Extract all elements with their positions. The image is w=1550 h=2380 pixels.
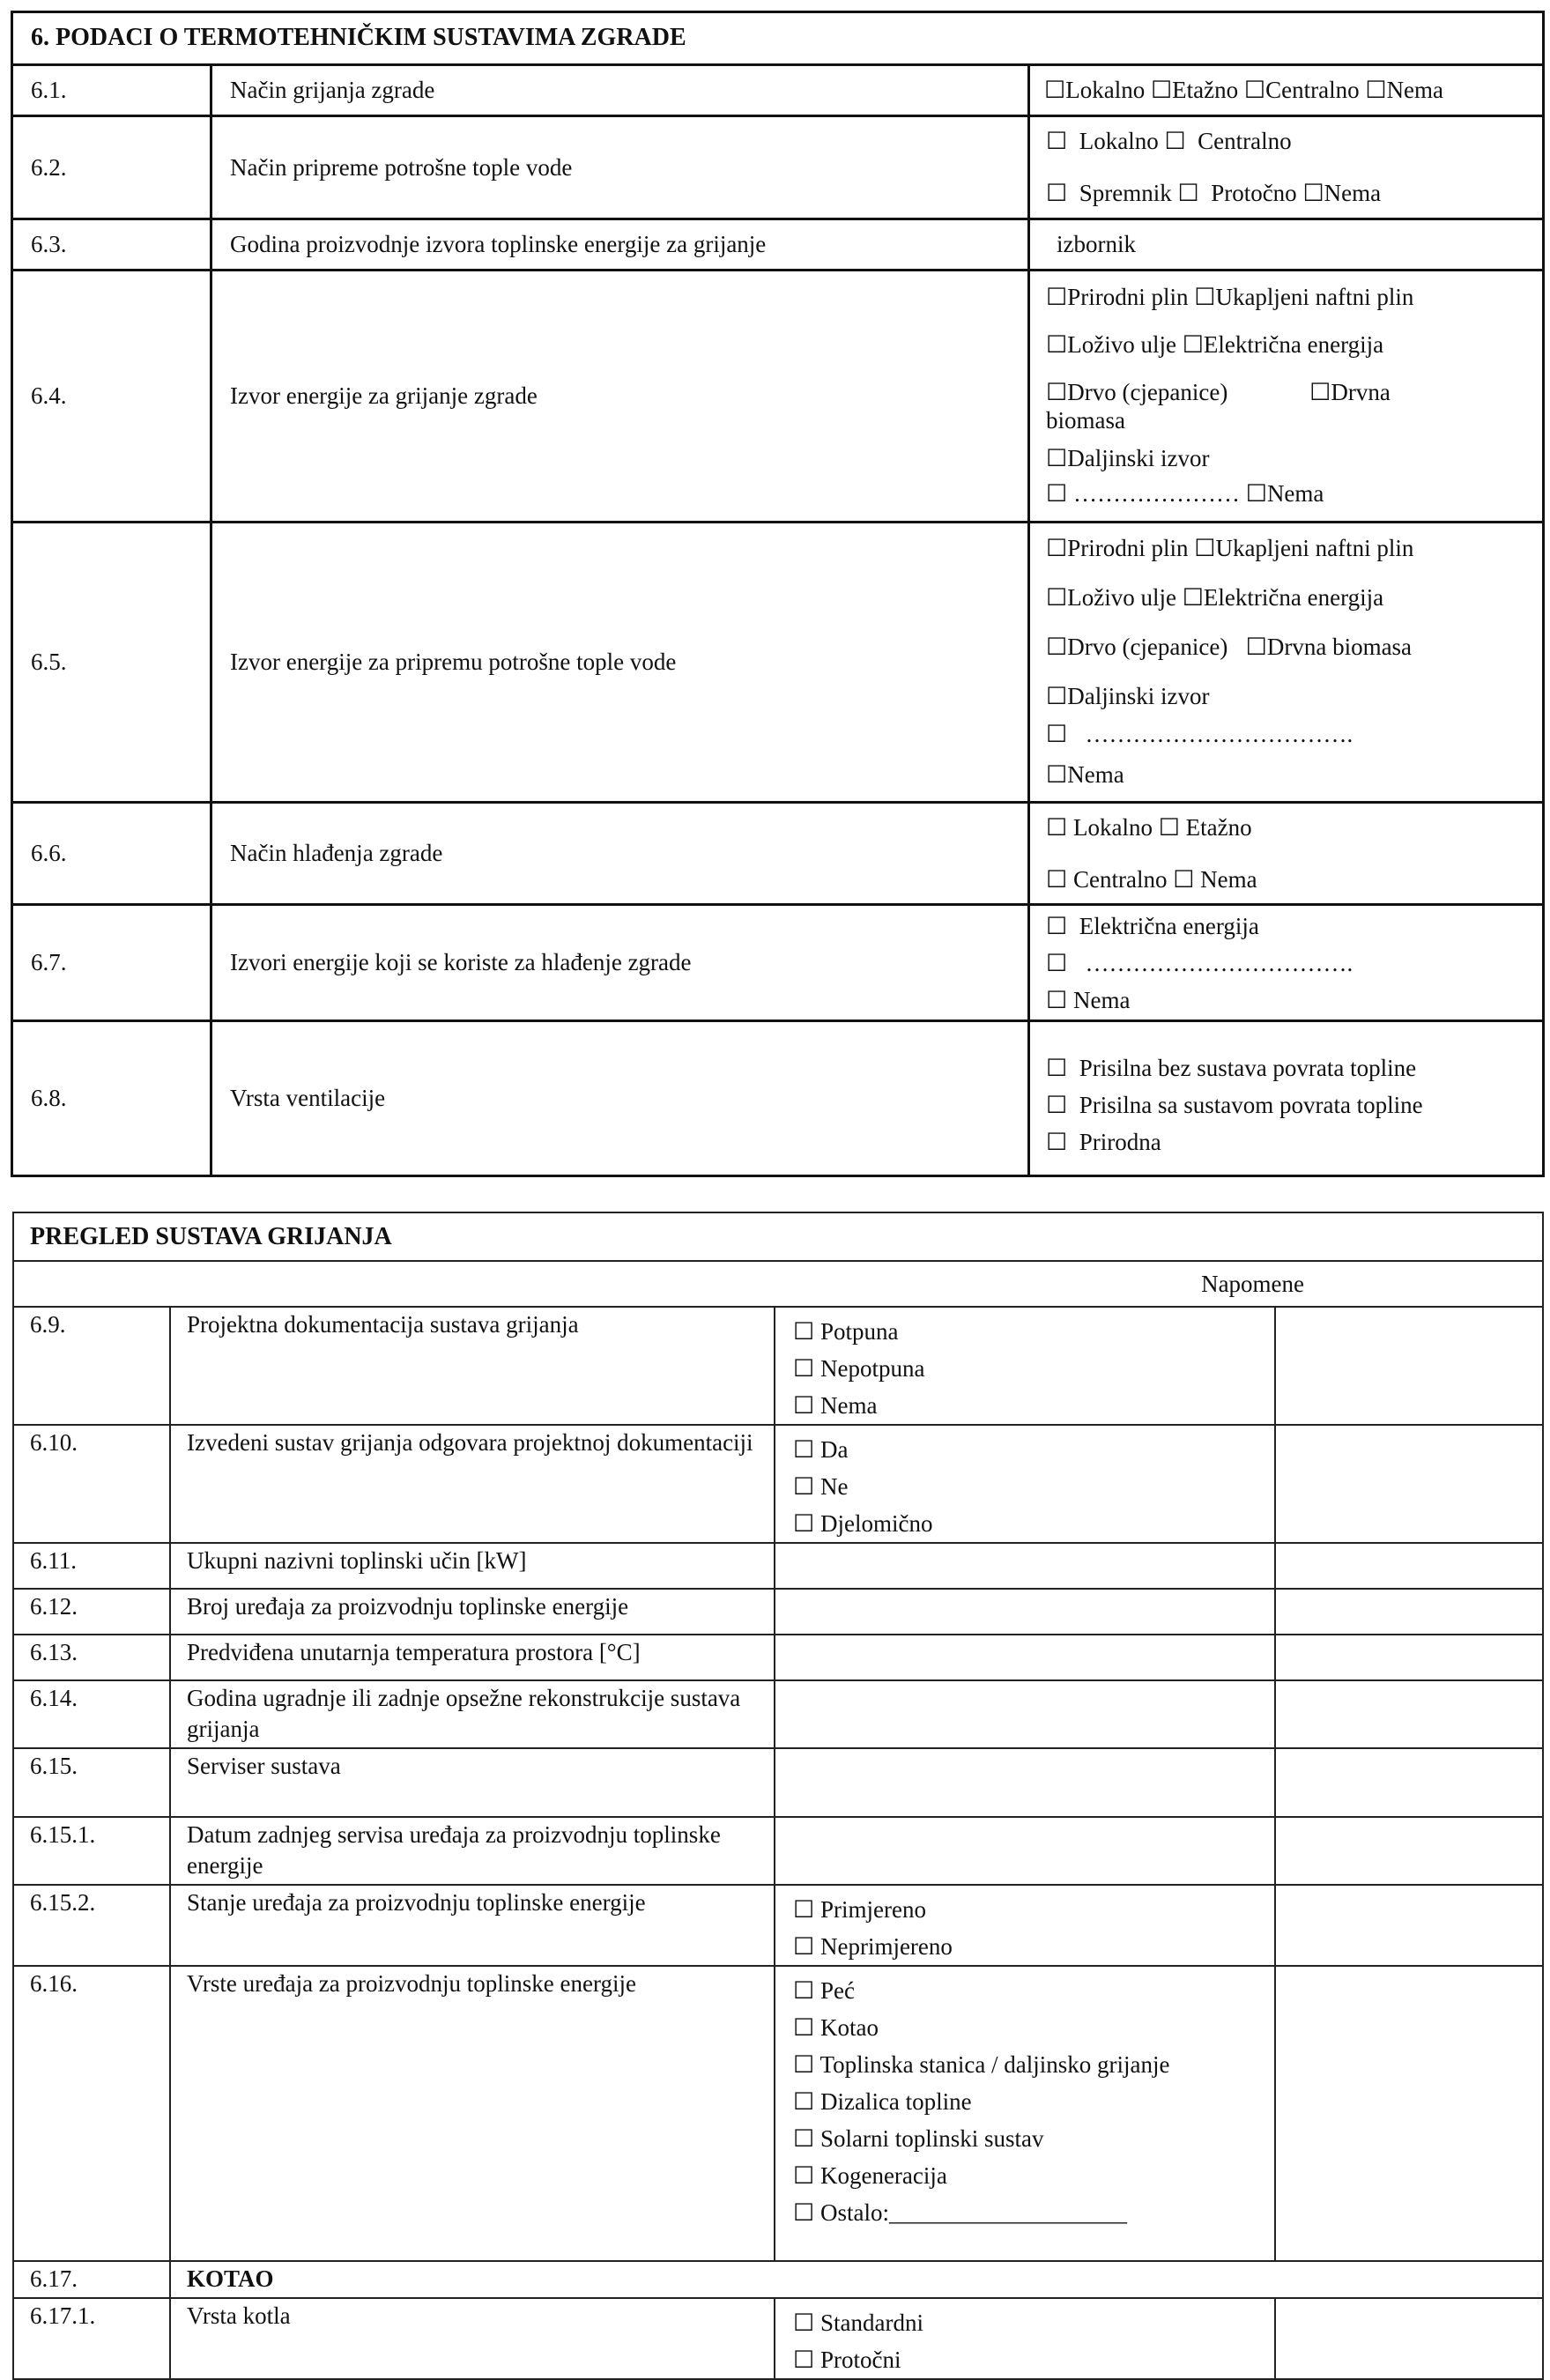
checkbox-prirodni-plin[interactable] <box>1046 284 1067 310</box>
table-row <box>13 1966 1543 2261</box>
checkbox-lokalno[interactable] <box>1046 814 1067 841</box>
checkbox-lokalno[interactable] <box>1046 128 1067 154</box>
section-title: PREGLED SUSTAVA GRIJANJA <box>13 1212 1543 1261</box>
notes-cell[interactable] <box>1275 1885 1543 1966</box>
row-number: 6.2. <box>12 116 211 219</box>
row-number: 6.15.1. <box>13 1817 170 1885</box>
row-number: 6.13. <box>13 1635 170 1680</box>
row-number: 6.6. <box>12 803 211 905</box>
table-row <box>13 1307 1543 1425</box>
table-row <box>13 1589 1543 1635</box>
checkbox-ne[interactable] <box>793 1473 814 1500</box>
checkbox-elektricna-energija[interactable] <box>1046 913 1067 939</box>
table-row <box>12 905 1544 1021</box>
checkbox-ostalo[interactable] <box>1046 950 1067 976</box>
table-row <box>12 219 1544 271</box>
row-number: 6.14. <box>13 1680 170 1748</box>
hot-water-method-options: ☐ Lokalno ☐ Centralno ☐ Spremnik ☐ Protočno ☐ Nema <box>1029 116 1544 219</box>
row-label: Vrsta ventilacije <box>211 1021 1029 1176</box>
table-row <box>13 1680 1543 1748</box>
checkbox-ostalo[interactable] <box>793 2199 814 2226</box>
project-documentation-options: ☐ Potpuna ☐ Nepotpuna ☐ Nema <box>775 1307 1275 1425</box>
row-number: 6.4. <box>12 271 211 523</box>
thermo-systems-table <box>11 11 1545 1177</box>
row-label: Izvedeni sustav grijanja odgovara projektnoj dokumentaciji <box>170 1425 775 1543</box>
checkbox-pec[interactable] <box>793 1977 814 2004</box>
value-cell[interactable] <box>775 1635 1275 1680</box>
table-row <box>13 2298 1543 2379</box>
table-row <box>12 803 1544 905</box>
checkbox-ukapljeni-naftni-plin[interactable] <box>1194 535 1215 561</box>
checkbox-drvo[interactable] <box>1046 634 1067 660</box>
row-label: Način grijanja zgrade <box>211 65 1029 116</box>
checkbox-nema[interactable] <box>1173 866 1194 893</box>
checkbox-neprimjereno[interactable] <box>793 1933 814 1960</box>
checkbox-da[interactable] <box>793 1436 814 1463</box>
checkbox-nema[interactable] <box>1302 180 1324 206</box>
row-label: Ukupni nazivni toplinski učin [kW] <box>170 1543 775 1589</box>
heating-energy-source-options: ☐ Prirodni plin ☐ Ukapljeni naftni plin ☐ Loživo ulje ☐ Električna energija ☐ Drvo (cjepanice) ☐ Drvna biomasa ☐ Daljinski izvor ☐ ………………… ☐ Nema <box>1029 271 1544 523</box>
checkbox-prisilna-sa-povratom[interactable] <box>1046 1092 1067 1118</box>
checkbox-centralno[interactable] <box>1244 77 1265 103</box>
checkbox-kotao[interactable] <box>793 2014 814 2041</box>
row-number: 6.3. <box>12 219 211 271</box>
table-row <box>12 1021 1544 1176</box>
row-number: 6.12. <box>13 1589 170 1635</box>
row-label: Vrste uređaja za proizvodnju toplinske energije <box>170 1966 775 2261</box>
notes-cell[interactable] <box>1275 1307 1543 1425</box>
checkbox-nema[interactable] <box>1046 987 1067 1013</box>
table-row <box>13 1635 1543 1680</box>
checkbox-daljinski-izvor[interactable] <box>1046 445 1067 471</box>
table-row <box>13 1817 1543 1885</box>
heating-system-review-table <box>12 1212 1544 2380</box>
row-number: 6.9. <box>13 1307 170 1425</box>
table-row <box>12 65 1544 116</box>
checkbox-elektricna-energija[interactable] <box>1183 584 1204 611</box>
checkbox-primjereno[interactable] <box>793 1896 814 1923</box>
checkbox-potpuna[interactable] <box>793 1318 814 1345</box>
row-number: 6.17.1. <box>13 2298 170 2379</box>
checkbox-prirodni-plin[interactable] <box>1046 535 1067 561</box>
checkbox-kogeneracija[interactable] <box>793 2162 814 2189</box>
notes-cell[interactable] <box>1275 1543 1543 1589</box>
cooling-energy-source-options: ☐ Električna energija ☐ ……………………………. ☐ Nema <box>1029 905 1544 1021</box>
checkbox-drvna-biomasa[interactable] <box>1309 379 1331 405</box>
row-label: Stanje uređaja za proizvodnju toplinske energije <box>170 1885 775 1966</box>
row-label: Datum zadnjeg servisa uređaja za proizvodnju toplinske energije <box>170 1817 775 1885</box>
table-row <box>13 1885 1543 1966</box>
value-cell[interactable] <box>775 1589 1275 1635</box>
checkbox-drvna-biomasa[interactable] <box>1246 634 1267 660</box>
notes-cell[interactable] <box>1275 1589 1543 1635</box>
row-label: Godina ugradnje ili zadnje opsežne rekonstrukcije sustava grijanja <box>170 1680 775 1748</box>
device-condition-options: ☐ Primjereno ☐ Neprimjereno <box>775 1885 1275 1966</box>
notes-cell[interactable] <box>1275 1966 1543 2261</box>
value-cell[interactable] <box>775 1543 1275 1589</box>
row-number: 6.17. <box>13 2261 170 2298</box>
row-label: Broj uređaja za proizvodnju toplinske energije <box>170 1589 775 1635</box>
row-number: 6.11. <box>13 1543 170 1589</box>
value-cell[interactable] <box>775 1680 1275 1748</box>
table-row <box>12 523 1544 803</box>
checkbox-drvo[interactable] <box>1046 379 1067 405</box>
checkbox-ostalo[interactable] <box>1046 721 1067 747</box>
notes-cell[interactable] <box>1275 1635 1543 1680</box>
notes-cell[interactable] <box>1275 1817 1543 1885</box>
table-row <box>13 1748 1543 1817</box>
checkbox-lozivo-ulje[interactable] <box>1046 331 1067 358</box>
row-number: 6.1. <box>12 65 211 116</box>
row-number: 6.10. <box>13 1425 170 1543</box>
boiler-type-options: ☐ Standardni ☐ Protočni <box>775 2298 1275 2379</box>
checkbox-dizalica-topline[interactable] <box>793 2088 814 2115</box>
value-cell[interactable] <box>775 1748 1275 1817</box>
row-number: 6.5. <box>12 523 211 803</box>
checkbox-djelomicno[interactable] <box>793 1510 814 1537</box>
notes-cell[interactable] <box>1275 2298 1543 2379</box>
checkbox-etazno[interactable] <box>1151 77 1172 103</box>
notes-cell[interactable] <box>1275 1680 1543 1748</box>
device-type-options: ☐ Peć ☐ Kotao ☐ Toplinska stanica / daljinsko grijanje ☐ Dizalica topline ☐ Solarni toplinski sustav ☐ Kogeneracija ☐ Ostalo:____________________ <box>775 1966 1275 2261</box>
checkbox-nema[interactable] <box>1365 77 1386 103</box>
checkbox-spremnik[interactable] <box>1046 180 1067 206</box>
checkbox-centralno[interactable] <box>1046 866 1067 893</box>
row-number: 6.8. <box>12 1021 211 1176</box>
year-dropdown[interactable]: izbornik <box>1029 219 1544 271</box>
checkbox-toplinska-stanica[interactable] <box>793 2051 814 2078</box>
notes-cell[interactable] <box>1275 1425 1543 1543</box>
row-number: 6.15.2. <box>13 1885 170 1966</box>
ventilation-type-options: ☐ Prisilna bez sustava povrata topline ☐ Prisilna sa sustavom povrata topline ☐ Prirodna <box>1029 1021 1544 1176</box>
row-label: Predviđena unutarnja temperatura prostora [°C] <box>170 1635 775 1680</box>
checkbox-etazno[interactable] <box>1159 814 1180 841</box>
row-number: 6.15. <box>13 1748 170 1817</box>
table-row <box>12 116 1544 219</box>
row-number: 6.16. <box>13 1966 170 2261</box>
checkbox-elektricna-energija[interactable] <box>1183 331 1204 358</box>
value-cell[interactable] <box>775 1817 1275 1885</box>
table-row <box>12 271 1544 523</box>
hot-water-energy-source-options: ☐ Prirodni plin ☐ Ukapljeni naftni plin ☐ Loživo ulje ☐ Električna energija ☐ Drvo (cjepanice) ☐ Drvna biomasa ☐ Daljinski izvor ☐ ……………………………. ☐ Nema <box>1029 523 1544 803</box>
checkbox-nema[interactable] <box>1246 480 1267 507</box>
checkbox-protocno[interactable] <box>1177 180 1198 206</box>
row-label: Način pripreme potrošne tople vode <box>211 116 1029 219</box>
checkbox-nema[interactable] <box>793 1392 814 1419</box>
checkbox-protocni[interactable] <box>793 2347 814 2373</box>
table-row <box>13 2261 1543 2298</box>
checkbox-lozivo-ulje[interactable] <box>1046 584 1067 611</box>
row-label: Izvor energije za pripremu potrošne tople vode <box>211 523 1029 803</box>
cooling-method-options: ☐ Lokalno ☐ Etažno ☐ Centralno ☐ Nema <box>1029 803 1544 905</box>
notes-header: Napomene <box>13 1261 1543 1307</box>
row-label: Projektna dokumentacija sustava grijanja <box>170 1307 775 1425</box>
checkbox-prirodna[interactable] <box>1046 1129 1067 1155</box>
checkbox-daljinski-izvor[interactable] <box>1046 683 1067 709</box>
checkbox-centralno[interactable] <box>1164 128 1185 154</box>
checkbox-nema[interactable] <box>1046 761 1067 788</box>
notes-cell[interactable] <box>1275 1748 1543 1817</box>
checkbox-solarni-sustav[interactable] <box>793 2125 814 2152</box>
row-label: Izvor energije za grijanje zgrade <box>211 271 1029 523</box>
row-label: Vrsta kotla <box>170 2298 775 2379</box>
heating-method-options: ☐ Lokalno ☐ Etažno ☐ Centralno ☐ Nema <box>1029 65 1544 116</box>
row-label: Serviser sustava <box>170 1748 775 1817</box>
checkbox-lokalno[interactable] <box>1044 77 1065 103</box>
section-title: 6. PODACI O TERMOTEHNIČKIM SUSTAVIMA ZGRADE <box>12 12 1544 65</box>
checkbox-nepotpuna[interactable] <box>793 1355 814 1382</box>
row-number: 6.7. <box>12 905 211 1021</box>
checkbox-ostalo[interactable] <box>1046 480 1067 507</box>
row-label: Godina proizvodnje izvora toplinske energije za grijanje <box>211 219 1029 271</box>
subsection-title-kotao: KOTAO <box>170 2261 1543 2298</box>
table-row <box>13 1543 1543 1589</box>
checkbox-ukapljeni-naftni-plin[interactable] <box>1194 284 1215 310</box>
system-conformity-options: ☐ Da ☐ Ne ☐ Djelomično <box>775 1425 1275 1543</box>
table-row <box>13 1425 1543 1543</box>
row-label: Izvori energije koji se koriste za hlađenje zgrade <box>211 905 1029 1021</box>
row-label: Način hlađenja zgrade <box>211 803 1029 905</box>
checkbox-standardni[interactable] <box>793 2310 814 2336</box>
checkbox-prisilna-bez-povrata[interactable] <box>1046 1055 1067 1081</box>
